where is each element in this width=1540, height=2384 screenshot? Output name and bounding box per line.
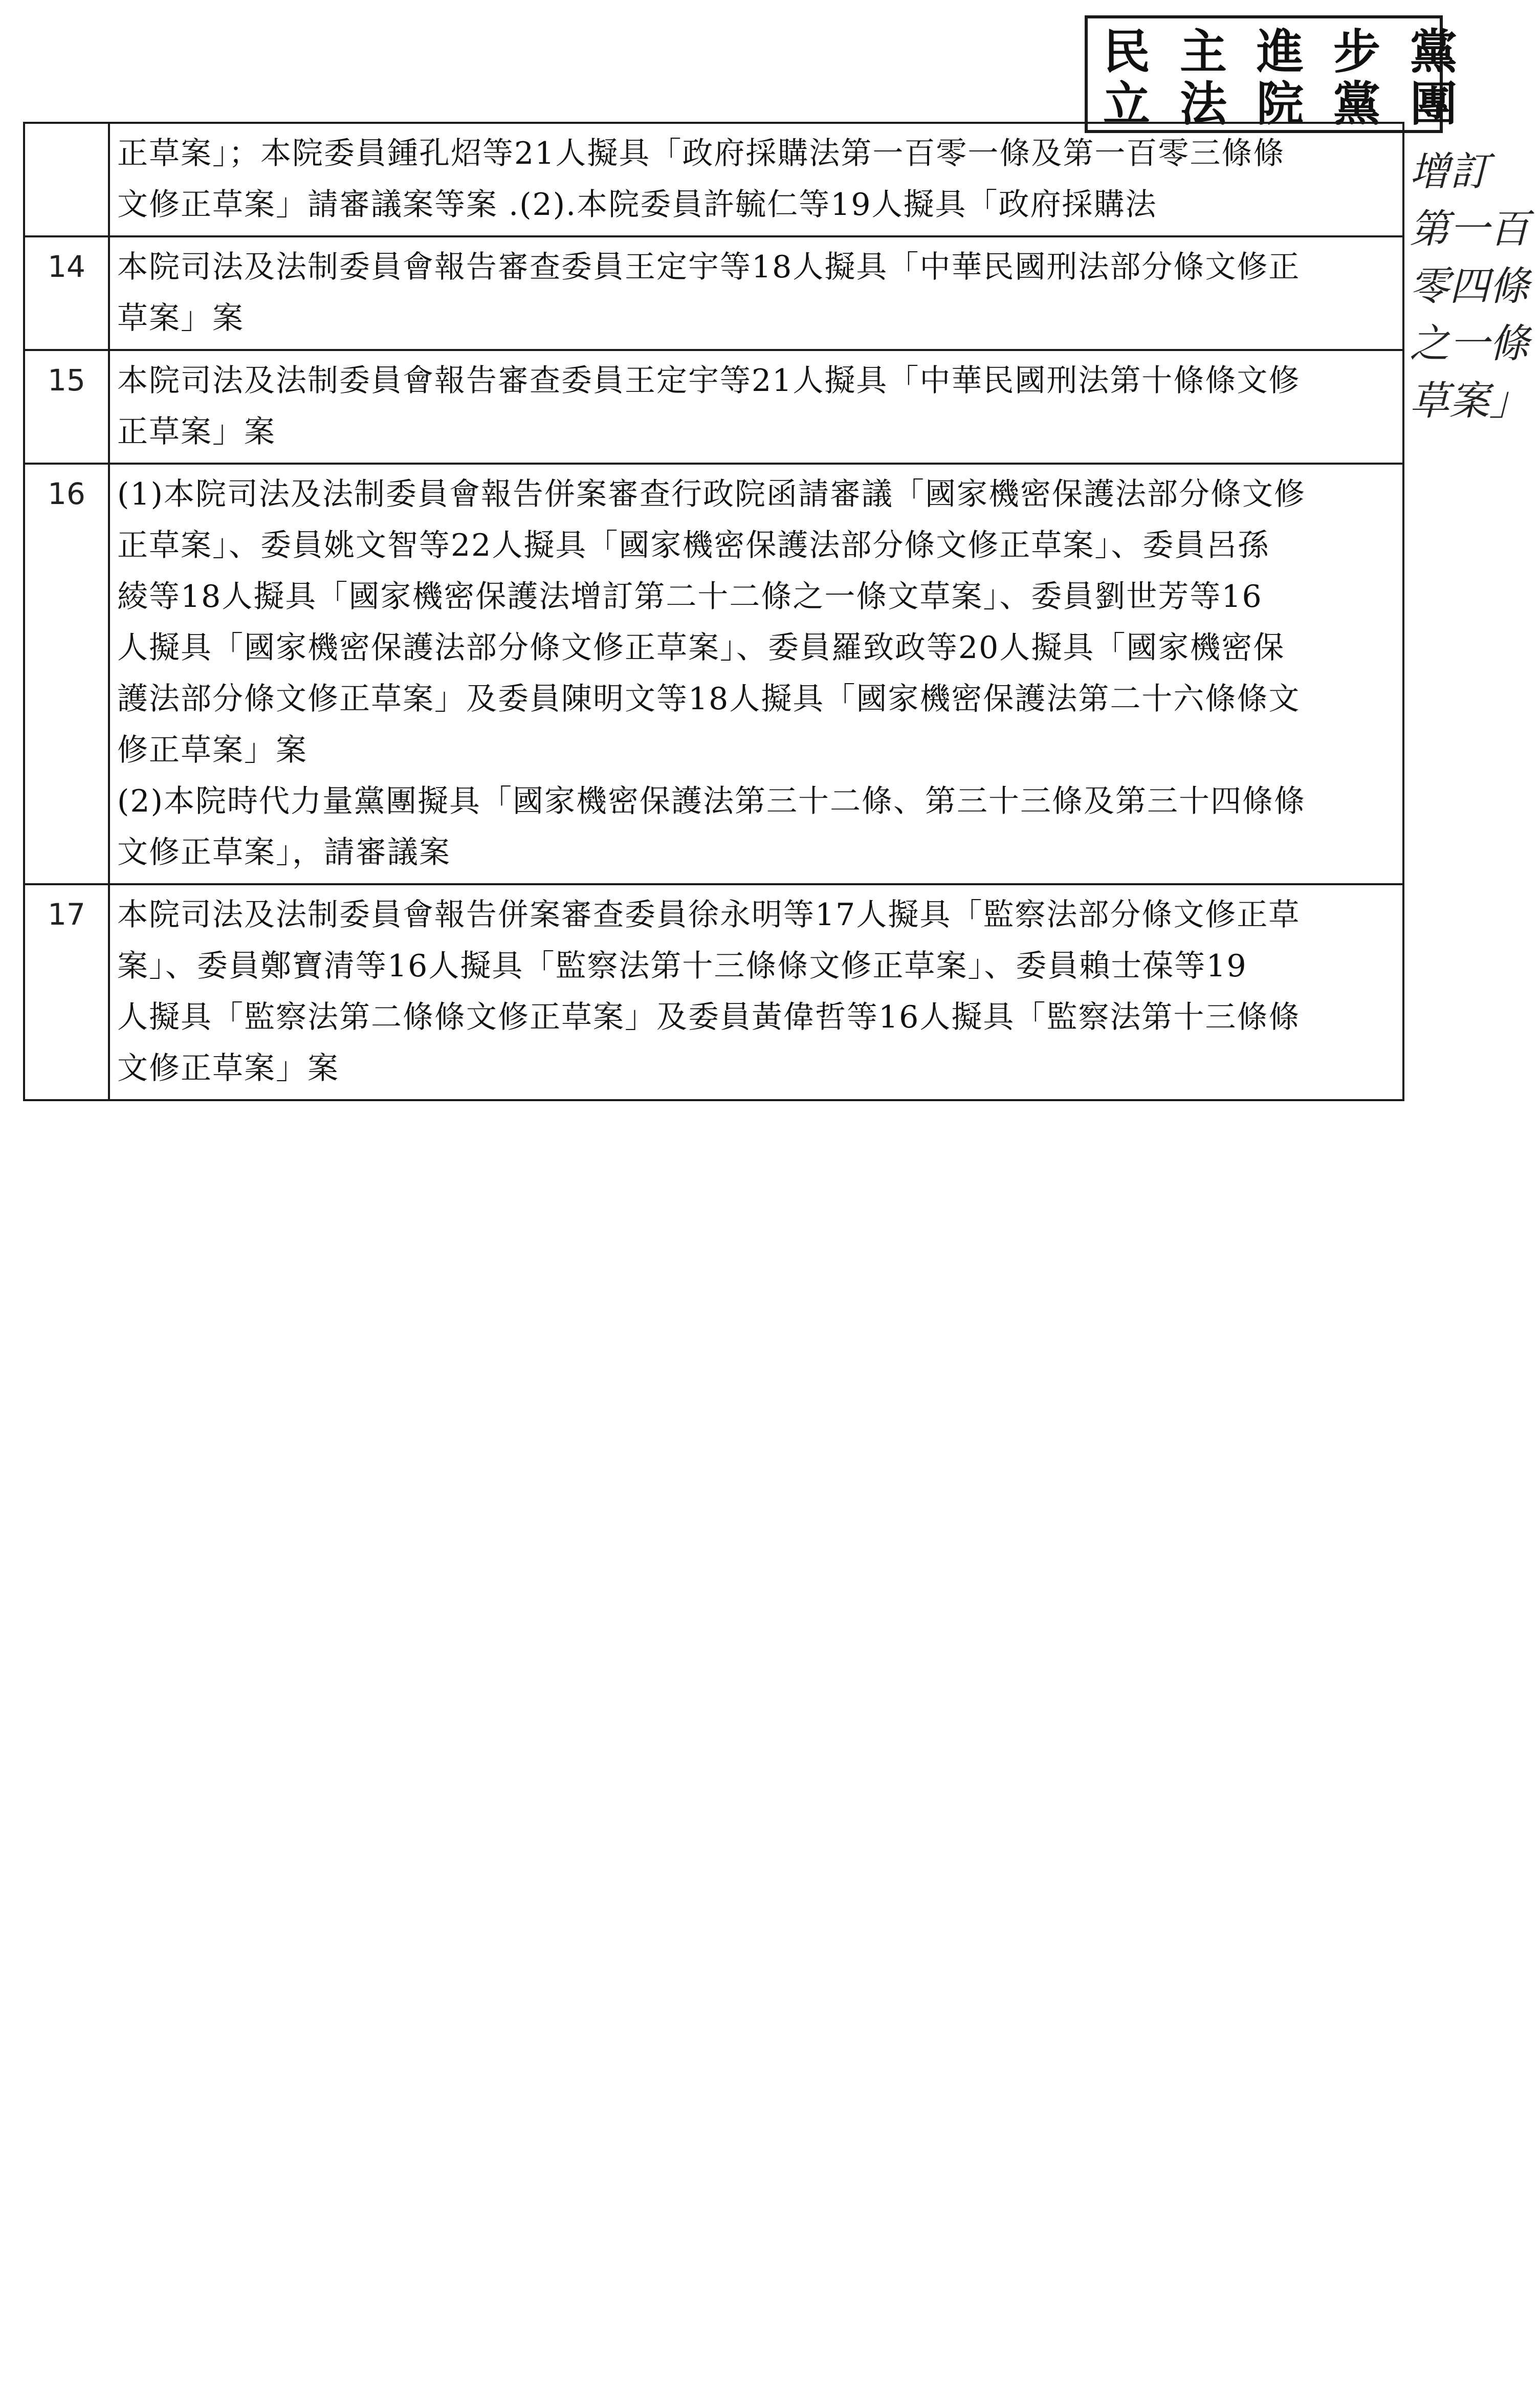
table-row bbox=[24, 884, 1403, 1100]
content-line: 本院司法及法制委員會報告審查委員王定宇等21人擬具「中華民國刑法第十條條文修 bbox=[117, 363, 1301, 399]
margin-note-line: 草案」 bbox=[1410, 378, 1530, 424]
content-line: 綾等18人擬具「國家機密保護法增訂第二十二條之一條文草案」、委員劉世芳等16 bbox=[117, 579, 1263, 615]
table-row bbox=[24, 236, 1403, 350]
content-line: 本院司法及法制委員會報告併案審查委員徐永明等17人擬具「監察法部分條文修正草 bbox=[117, 897, 1301, 933]
content-line: 本院司法及法制委員會報告審查委員王定宇等18人擬具「中華民國刑法部分條文修正 bbox=[117, 249, 1301, 285]
content-line: 修正草案」案 bbox=[117, 732, 307, 768]
margin-note-line: 零四條 bbox=[1410, 264, 1530, 310]
margin-note-line: 增訂 bbox=[1410, 149, 1490, 195]
party-caucus-stamp bbox=[1085, 15, 1487, 133]
content-line: 文修正草案」，請審議案 bbox=[117, 835, 451, 870]
content-line: 人擬具「國家機密保護法部分條文修正草案」、委員羅致政等20人擬具「國家機密保 bbox=[117, 630, 1285, 666]
content-line: 草案」案 bbox=[117, 300, 244, 336]
content-line: 正草案」、委員姚文智等22人擬具「國家機密保護法部分條文修正草案」、委員呂孫 bbox=[117, 528, 1270, 563]
table-row bbox=[24, 123, 1403, 236]
content-line: 文修正草案」案 bbox=[117, 1051, 339, 1086]
content-line: 案」、委員鄭寶清等16人擬具「監察法第十三條條文修正草案」、委員賴士葆等19 bbox=[117, 948, 1247, 984]
table-row bbox=[24, 464, 1403, 884]
stamp-line-party: 民主進步黨 bbox=[1103, 25, 1487, 79]
agenda-table bbox=[23, 122, 1404, 1101]
row-number: 16 bbox=[24, 464, 109, 884]
stamp-line-caucus: 立法院黨團 bbox=[1103, 77, 1487, 132]
row-number: 14 bbox=[24, 236, 109, 350]
content-line: (1)本院司法及法制委員會報告併案審查行政院函請審議「國家機密保護法部分條文修 bbox=[117, 476, 1306, 512]
row-content bbox=[109, 350, 1403, 464]
row-number: 17 bbox=[24, 884, 109, 1100]
row-content bbox=[109, 884, 1403, 1100]
margin-note-line: 之一條 bbox=[1410, 321, 1530, 367]
content-line: 護法部分條文修正草案」及委員陳明文等18人擬具「國家機密保護法第二十六條條文 bbox=[117, 681, 1301, 717]
row-number bbox=[24, 123, 109, 236]
content-line: 正草案」；本院委員鍾孔炤等21人擬具「政府採購法第一百零一條及第一百零三條條 bbox=[117, 136, 1285, 171]
handwritten-margin-note bbox=[1410, 143, 1537, 430]
margin-note-line: 第一百 bbox=[1410, 206, 1530, 252]
table-row bbox=[24, 350, 1403, 464]
content-line: 人擬具「監察法第二條條文修正草案」及委員黃偉哲等16人擬具「監察法第十三條條 bbox=[117, 999, 1301, 1035]
row-number: 15 bbox=[24, 350, 109, 464]
row-content bbox=[109, 464, 1403, 884]
content-line: (2)本院時代力量黨團擬具「國家機密保護法第三十二條、第三十三條及第三十四條條 bbox=[117, 783, 1306, 819]
row-content bbox=[109, 236, 1403, 350]
content-line: 正草案」案 bbox=[117, 414, 276, 450]
content-line-with-handwriting: 文修正草案」請審議案等案 .(2).本院委員許毓仁等19人擬具「政府採購法 bbox=[117, 187, 1157, 223]
row-content bbox=[109, 123, 1403, 236]
